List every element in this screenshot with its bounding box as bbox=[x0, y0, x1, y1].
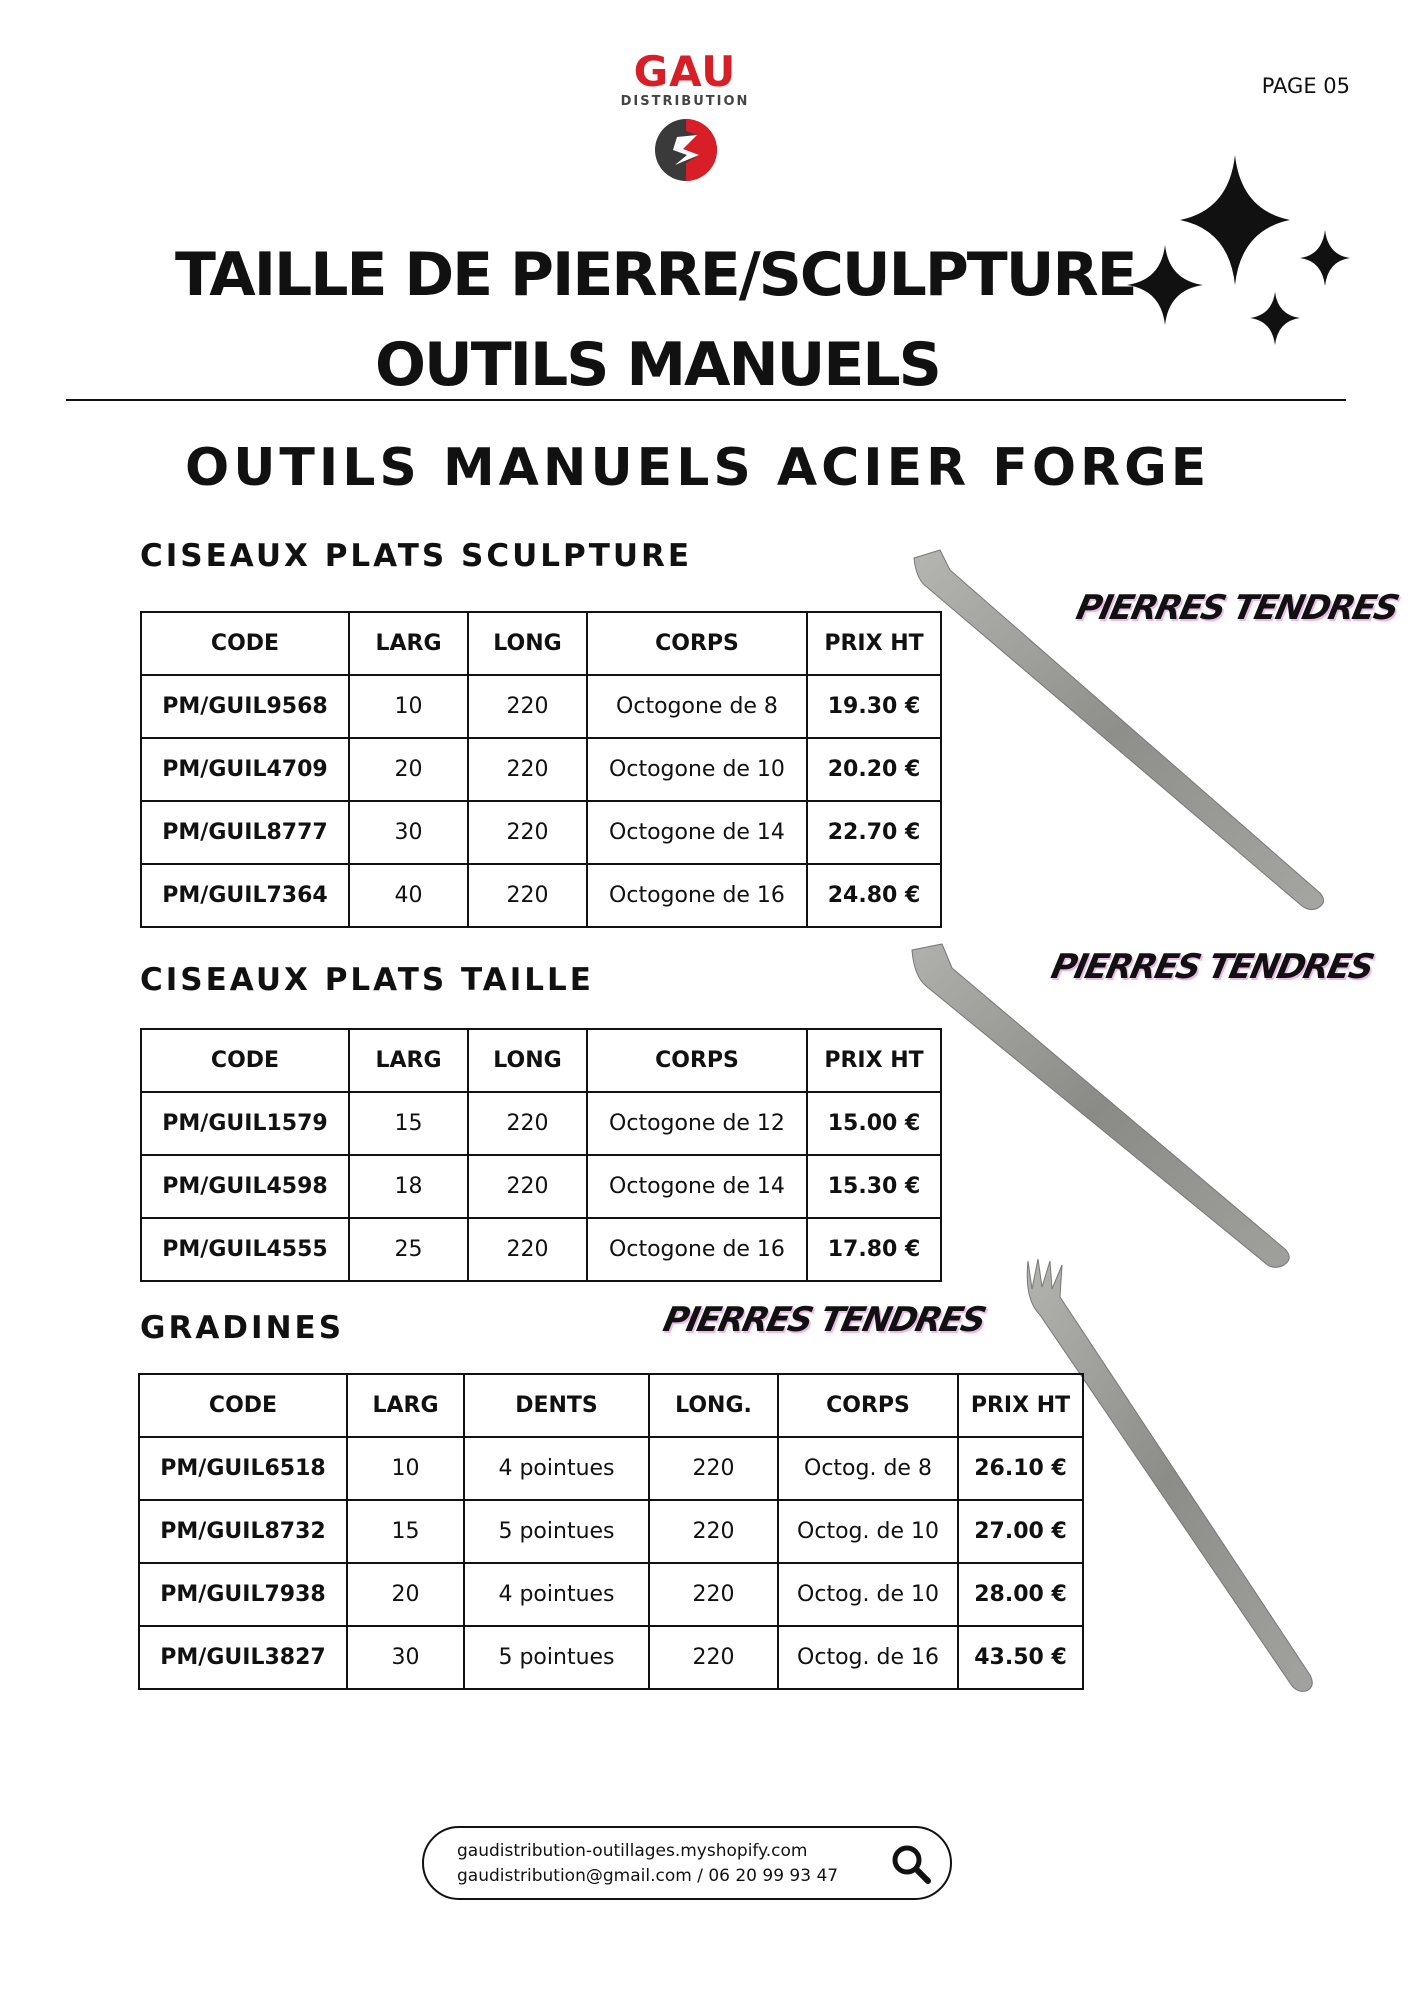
cell-long: 220 bbox=[468, 738, 587, 801]
cell-corps: Octog. de 8 bbox=[778, 1437, 958, 1500]
cell-larg: 15 bbox=[347, 1500, 464, 1563]
cell-price: 28.00 € bbox=[958, 1563, 1083, 1626]
cell-larg: 10 bbox=[349, 675, 468, 738]
sparkles-icon bbox=[1125, 150, 1375, 370]
column-header: LARG bbox=[349, 612, 468, 675]
table-row bbox=[139, 1500, 1083, 1563]
cell-price: 19.30 € bbox=[807, 675, 941, 738]
cell-code: PM/GUIL6518 bbox=[139, 1437, 347, 1500]
cell-code: PM/GUIL7364 bbox=[141, 864, 349, 927]
table-header-row bbox=[141, 1029, 941, 1092]
flat-chisel-taille-image bbox=[900, 940, 1300, 1280]
cell-price: 24.80 € bbox=[807, 864, 941, 927]
cell-code: PM/GUIL1579 bbox=[141, 1092, 349, 1155]
cell-code: PM/GUIL8777 bbox=[141, 801, 349, 864]
column-header: LONG. bbox=[649, 1374, 778, 1437]
brand-logo bbox=[610, 47, 760, 190]
cell-corps: Octogone de 10 bbox=[587, 738, 807, 801]
cell-code: PM/GUIL4555 bbox=[141, 1218, 349, 1281]
cell-corps: Octogone de 12 bbox=[587, 1092, 807, 1155]
cell-price: 27.00 € bbox=[958, 1500, 1083, 1563]
table-row bbox=[139, 1437, 1083, 1500]
logo-brand-text: GAU bbox=[633, 47, 737, 96]
cell-larg: 20 bbox=[349, 738, 468, 801]
table-gradines bbox=[138, 1373, 1084, 1690]
search-icon[interactable] bbox=[890, 1843, 932, 1885]
cell-price: 43.50 € bbox=[958, 1626, 1083, 1689]
cell-long: 220 bbox=[649, 1626, 778, 1689]
column-header: CORPS bbox=[778, 1374, 958, 1437]
tag-pierres-tendres: PIERRES TENDRES bbox=[659, 1300, 988, 1340]
cell-larg: 30 bbox=[349, 801, 468, 864]
column-header: PRIX HT bbox=[958, 1374, 1083, 1437]
cell-corps: Octogone de 16 bbox=[587, 1218, 807, 1281]
cell-long: 220 bbox=[468, 1155, 587, 1218]
cell-code: PM/GUIL4709 bbox=[141, 738, 349, 801]
cell-long: 220 bbox=[649, 1437, 778, 1500]
table-row bbox=[141, 738, 941, 801]
cell-code: PM/GUIL8732 bbox=[139, 1500, 347, 1563]
cell-corps: Octogone de 8 bbox=[587, 675, 807, 738]
logo-sub-text: DISTRIBUTION bbox=[620, 94, 750, 109]
column-header: DENTS bbox=[464, 1374, 649, 1437]
cell-long: 220 bbox=[649, 1563, 778, 1626]
cell-code: PM/GUIL4598 bbox=[141, 1155, 349, 1218]
column-header: LONG bbox=[468, 612, 587, 675]
footer-website-link[interactable]: gaudistribution-outillages.myshopify.com bbox=[457, 1841, 808, 1861]
page-title-line2: OUTILS MANUELS bbox=[375, 330, 940, 400]
logo-emblem-icon bbox=[653, 117, 719, 183]
column-header: CODE bbox=[139, 1374, 347, 1437]
cell-long: 220 bbox=[468, 1092, 587, 1155]
cell-corps: Octogone de 14 bbox=[587, 1155, 807, 1218]
cell-long: 220 bbox=[468, 675, 587, 738]
footer-email-phone: gaudistribution@gmail.com / 06 20 99 93 47 bbox=[457, 1866, 839, 1886]
cell-long: 220 bbox=[468, 864, 587, 927]
cell-dents: 5 pointues bbox=[464, 1500, 649, 1563]
cell-long: 220 bbox=[468, 1218, 587, 1281]
cell-larg: 15 bbox=[349, 1092, 468, 1155]
subsection-title-ciseaux-taille: CISEAUX PLATS TAILLE bbox=[140, 962, 594, 998]
tag-pierres-tendres: PIERRES TENDRES bbox=[1072, 588, 1401, 628]
column-header: LARG bbox=[349, 1029, 468, 1092]
table-header-row bbox=[139, 1374, 1083, 1437]
table-row bbox=[139, 1626, 1083, 1689]
column-header: CORPS bbox=[587, 612, 807, 675]
cell-long: 220 bbox=[468, 801, 587, 864]
table-row bbox=[141, 801, 941, 864]
table-row bbox=[141, 1218, 941, 1281]
column-header: PRIX HT bbox=[807, 612, 941, 675]
cell-code: PM/GUIL3827 bbox=[139, 1626, 347, 1689]
cell-price: 26.10 € bbox=[958, 1437, 1083, 1500]
cell-price: 22.70 € bbox=[807, 801, 941, 864]
page-title-line1: TAILLE DE PIERRE/SCULPTURE bbox=[175, 240, 1136, 310]
column-header: CODE bbox=[141, 612, 349, 675]
subsection-title-ciseaux-sculpture: CISEAUX PLATS SCULPTURE bbox=[140, 538, 693, 574]
table-row bbox=[141, 675, 941, 738]
cell-price: 15.00 € bbox=[807, 1092, 941, 1155]
cell-price: 20.20 € bbox=[807, 738, 941, 801]
cell-corps: Octog. de 16 bbox=[778, 1626, 958, 1689]
cell-larg: 40 bbox=[349, 864, 468, 927]
cell-code: PM/GUIL7938 bbox=[139, 1563, 347, 1626]
table-ciseaux-taille bbox=[140, 1028, 942, 1282]
table-header-row bbox=[141, 612, 941, 675]
tag-pierres-tendres: PIERRES TENDRES bbox=[1047, 947, 1376, 987]
cell-dents: 5 pointues bbox=[464, 1626, 649, 1689]
cell-larg: 25 bbox=[349, 1218, 468, 1281]
column-header: LARG bbox=[347, 1374, 464, 1437]
table-row bbox=[141, 1155, 941, 1218]
cell-corps: Octog. de 10 bbox=[778, 1563, 958, 1626]
cell-corps: Octogone de 16 bbox=[587, 864, 807, 927]
cell-larg: 18 bbox=[349, 1155, 468, 1218]
column-header: CODE bbox=[141, 1029, 349, 1092]
table-ciseaux-sculpture bbox=[140, 611, 942, 928]
cell-larg: 30 bbox=[347, 1626, 464, 1689]
cell-corps: Octog. de 10 bbox=[778, 1500, 958, 1563]
cell-price: 17.80 € bbox=[807, 1218, 941, 1281]
table-row bbox=[139, 1563, 1083, 1626]
footer-contact-box bbox=[422, 1826, 952, 1900]
subsection-title-gradines: GRADINES bbox=[140, 1310, 345, 1346]
table-row bbox=[141, 1092, 941, 1155]
column-header: LONG bbox=[468, 1029, 587, 1092]
cell-long: 220 bbox=[649, 1500, 778, 1563]
cell-corps: Octogone de 14 bbox=[587, 801, 807, 864]
section-title: OUTILS MANUELS ACIER FORGE bbox=[185, 438, 1211, 498]
cell-price: 15.30 € bbox=[807, 1155, 941, 1218]
cell-dents: 4 pointues bbox=[464, 1437, 649, 1500]
table-row bbox=[141, 864, 941, 927]
column-header: PRIX HT bbox=[807, 1029, 941, 1092]
column-header: CORPS bbox=[587, 1029, 807, 1092]
cell-dents: 4 pointues bbox=[464, 1563, 649, 1626]
cell-code: PM/GUIL9568 bbox=[141, 675, 349, 738]
page-number: PAGE 05 bbox=[1261, 74, 1350, 98]
header-divider bbox=[66, 399, 1346, 401]
cell-larg: 20 bbox=[347, 1563, 464, 1626]
cell-larg: 10 bbox=[347, 1437, 464, 1500]
